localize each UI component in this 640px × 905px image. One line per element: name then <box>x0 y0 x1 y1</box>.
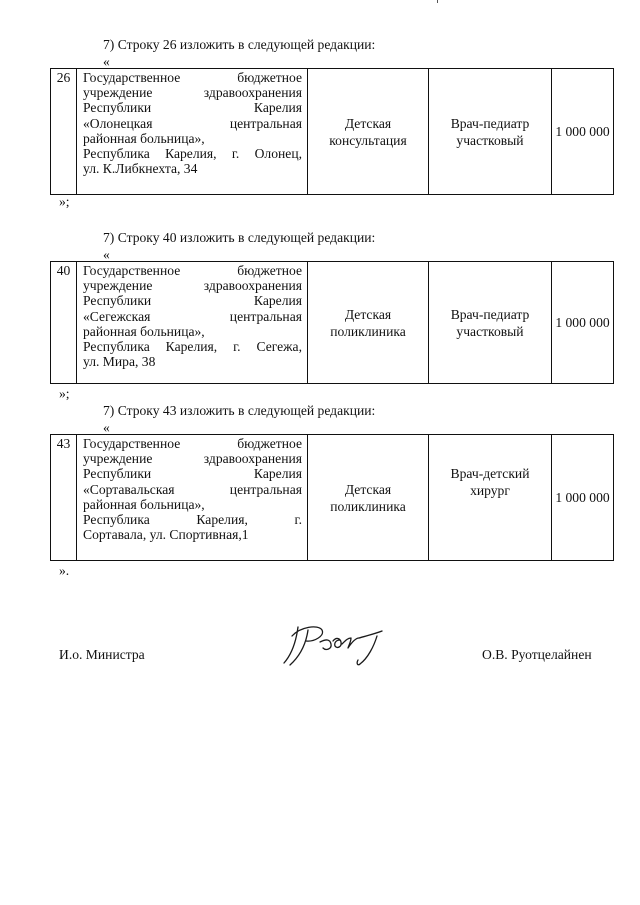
org-line: районная больница», <box>83 496 205 512</box>
amount-cell: 1 000 000 <box>552 262 614 384</box>
org-line: Государственное бюджетное <box>83 263 302 278</box>
position-text: Врач-детский хирург <box>450 466 530 498</box>
department-cell <box>308 262 429 384</box>
department-cell <box>308 435 429 561</box>
department-cell <box>308 69 429 195</box>
position-text: Врач-педиатр участковый <box>450 306 530 339</box>
amount-cell: 1 000 000 <box>552 435 614 561</box>
close-quote: ». <box>59 563 70 578</box>
department-text: Детская консультация <box>329 115 407 148</box>
section-intro: 7) Строку 43 изложить в следующей редакции: <box>103 403 376 418</box>
org-line: Государственное бюджетное <box>83 70 302 85</box>
org-line: учреждение здравоохранения <box>83 278 302 294</box>
org-line: Республика Карелия, г. Олонец, <box>83 146 302 162</box>
amount-cell: 1 000 000 <box>552 69 614 195</box>
close-quote: »; <box>59 194 70 209</box>
org-line: «Сортавальская центральная <box>83 481 302 497</box>
org-line: учреждение здравоохранения <box>83 451 302 467</box>
signatory-title: И.о. Министра <box>59 647 145 662</box>
org-line: учреждение здравоохранения <box>83 85 302 101</box>
org-line: Сортавала, ул. Спортивная,1 <box>83 527 249 543</box>
close-quote: »; <box>59 386 70 401</box>
row-table <box>50 261 614 384</box>
corner-mark <box>433 0 438 3</box>
section-intro: 7) Строку 26 изложить в следующей редакции: <box>103 37 376 52</box>
signatory-name: О.В. Руотцелайнен <box>482 647 592 662</box>
org-cell <box>77 262 308 384</box>
open-quote: « <box>103 420 110 435</box>
org-line: Республики Карелия <box>83 466 302 482</box>
org-line: ул. К.Либкнехта, 34 <box>83 161 198 177</box>
org-line: «Олонецкая центральная <box>83 115 302 131</box>
row-number: 43 <box>51 435 77 561</box>
position-cell <box>429 435 552 561</box>
org-line: «Сегежская центральная <box>83 308 302 324</box>
org-cell <box>77 435 308 561</box>
department-text: Детская поликлиника <box>330 306 406 339</box>
position-text: Врач-педиатр участковый <box>450 115 530 148</box>
org-line: Республика Карелия, г. Сегежа, <box>83 339 302 355</box>
section-intro: 7) Строку 40 изложить в следующей редакции: <box>103 230 376 245</box>
department-text: Детская поликлиника <box>330 481 406 514</box>
org-line: районная больница», <box>83 130 205 146</box>
handwritten-signature <box>278 614 398 674</box>
position-cell <box>429 262 552 384</box>
org-line: ул. Мира, 38 <box>83 354 156 370</box>
org-line: Республика Карелия, г. <box>83 512 302 528</box>
org-line: Республики Карелия <box>83 293 302 309</box>
row-number: 40 <box>51 262 77 384</box>
org-line: Государственное бюджетное <box>83 436 302 451</box>
table-row <box>51 69 614 195</box>
org-line: районная больница», <box>83 323 205 339</box>
table-row <box>51 262 614 384</box>
table-row <box>51 435 614 561</box>
row-number: 26 <box>51 69 77 195</box>
row-table <box>50 68 614 195</box>
row-table <box>50 434 614 561</box>
open-quote: « <box>103 54 110 69</box>
org-line: Республики Карелия <box>83 100 302 116</box>
org-cell <box>77 69 308 195</box>
open-quote: « <box>103 247 110 262</box>
position-cell <box>429 69 552 195</box>
